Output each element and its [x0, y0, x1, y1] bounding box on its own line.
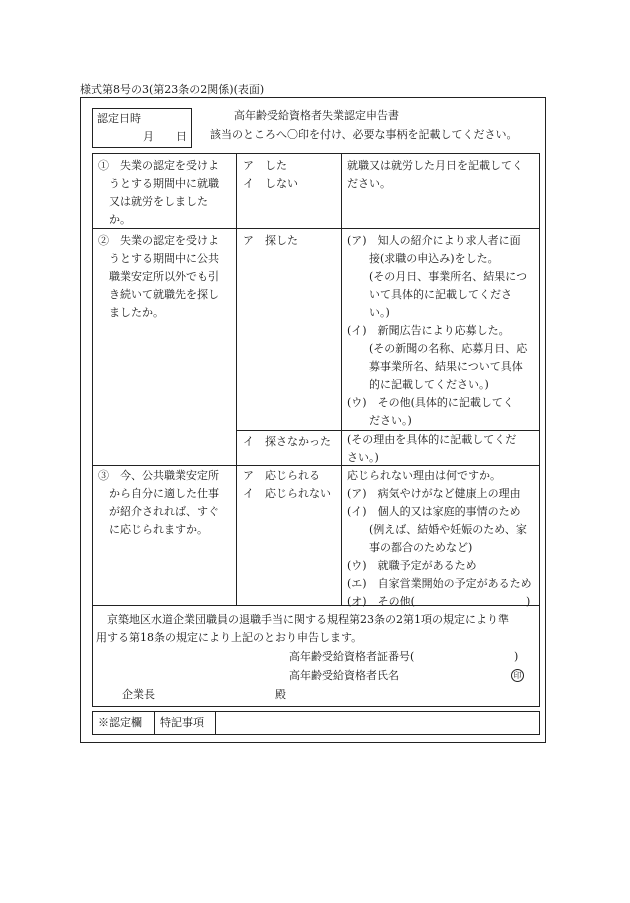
- form-title: 高年齢受給資格者失業認定申告書: [234, 109, 399, 122]
- q1-option-a[interactable]: ア した: [243, 159, 287, 172]
- q1-options[interactable]: [243, 157, 298, 193]
- footer-row: [92, 711, 540, 735]
- q1-option-b[interactable]: イ しない: [243, 177, 298, 190]
- q2-question: ② 失業の認定を受けよ うとする期間中に公共 職業安定所以外でも引 き続いて就職先を探し ましたか。: [98, 234, 219, 319]
- q2-detail: (ア) 知人の紹介により求人者に面 接(求職の申込み)をした。 (その月日、事業所名、結果につ いて具体的に記載してくださ い。) (イ) 新聞広告により応募した。 (その新聞の名称、応募月日、応 募事業所名、結果について具体 的に記載してください。) (ウ) その他(具体的に記載してく ださい。): [347, 234, 528, 427]
- cert-date-month: 月: [143, 130, 154, 143]
- q3-other-close: ): [526, 595, 531, 608]
- seal-mark: 印: [511, 669, 524, 682]
- declaration-line-1: 京築地区水道企業団職員の退職手当に関する規程第23条の2第1項の規定により準: [107, 613, 509, 626]
- cert-date-box: [92, 108, 192, 148]
- cert-date-day: 日: [176, 130, 187, 143]
- special-notes-label: 特記事項: [160, 716, 204, 729]
- q1-note: 就職又は就労した月日を記載してく ださい。: [347, 159, 523, 190]
- special-notes-field[interactable]: [216, 712, 538, 734]
- approval-field-label: ※認定欄: [98, 716, 142, 729]
- question-table: [92, 153, 540, 707]
- cert-number-close: ): [514, 650, 519, 663]
- declaration-form: [80, 97, 546, 743]
- form-instruction: 該当のところへ〇印を付け、必要な事柄を記載してください。: [210, 128, 518, 141]
- q3-question: ③ 今、公共職業安定所 から自分に適した仕事 が紹介されれば、すぐ に応じられますか。: [98, 469, 219, 536]
- cert-number-label: 高年齢受給資格者証番号(: [289, 650, 415, 663]
- honorific: 殿: [275, 688, 286, 701]
- applicant-name-label: 高年齢受給資格者氏名: [289, 669, 399, 682]
- q2-option-b[interactable]: イ 探さなかった: [243, 435, 331, 448]
- q3-options[interactable]: [243, 467, 331, 503]
- q1-question: ① 失業の認定を受けよ うとする期間中に就職 又は就労をしました か。: [98, 159, 219, 226]
- form-number: 様式第8号の3(第23条の2関係)(表面): [80, 83, 265, 96]
- cert-date-label: 認定日時: [97, 112, 141, 125]
- q2-reason: (その理由を具体的に記載してくだ さい。): [347, 433, 517, 464]
- q3-option-a[interactable]: ア 応じられる: [243, 469, 320, 482]
- addressee: 企業長: [122, 688, 155, 701]
- q3-reasons: 応じられない理由は何ですか。 (ア) 病気やけがなど健康上の理由 (イ) 個人的又は家庭的事情のため (例えば、結婚や妊娠のため、家 事の都合のためなど) (ウ) 就職予定があるため (エ) 自家営業開始の予定があるため (オ) その他(: [347, 469, 532, 608]
- q2-option-a[interactable]: ア 探した: [243, 234, 298, 247]
- declaration-line-2: 用する第18条の規定により上記のとおり申告します。: [96, 631, 363, 644]
- q3-option-b[interactable]: イ 応じられない: [243, 487, 331, 500]
